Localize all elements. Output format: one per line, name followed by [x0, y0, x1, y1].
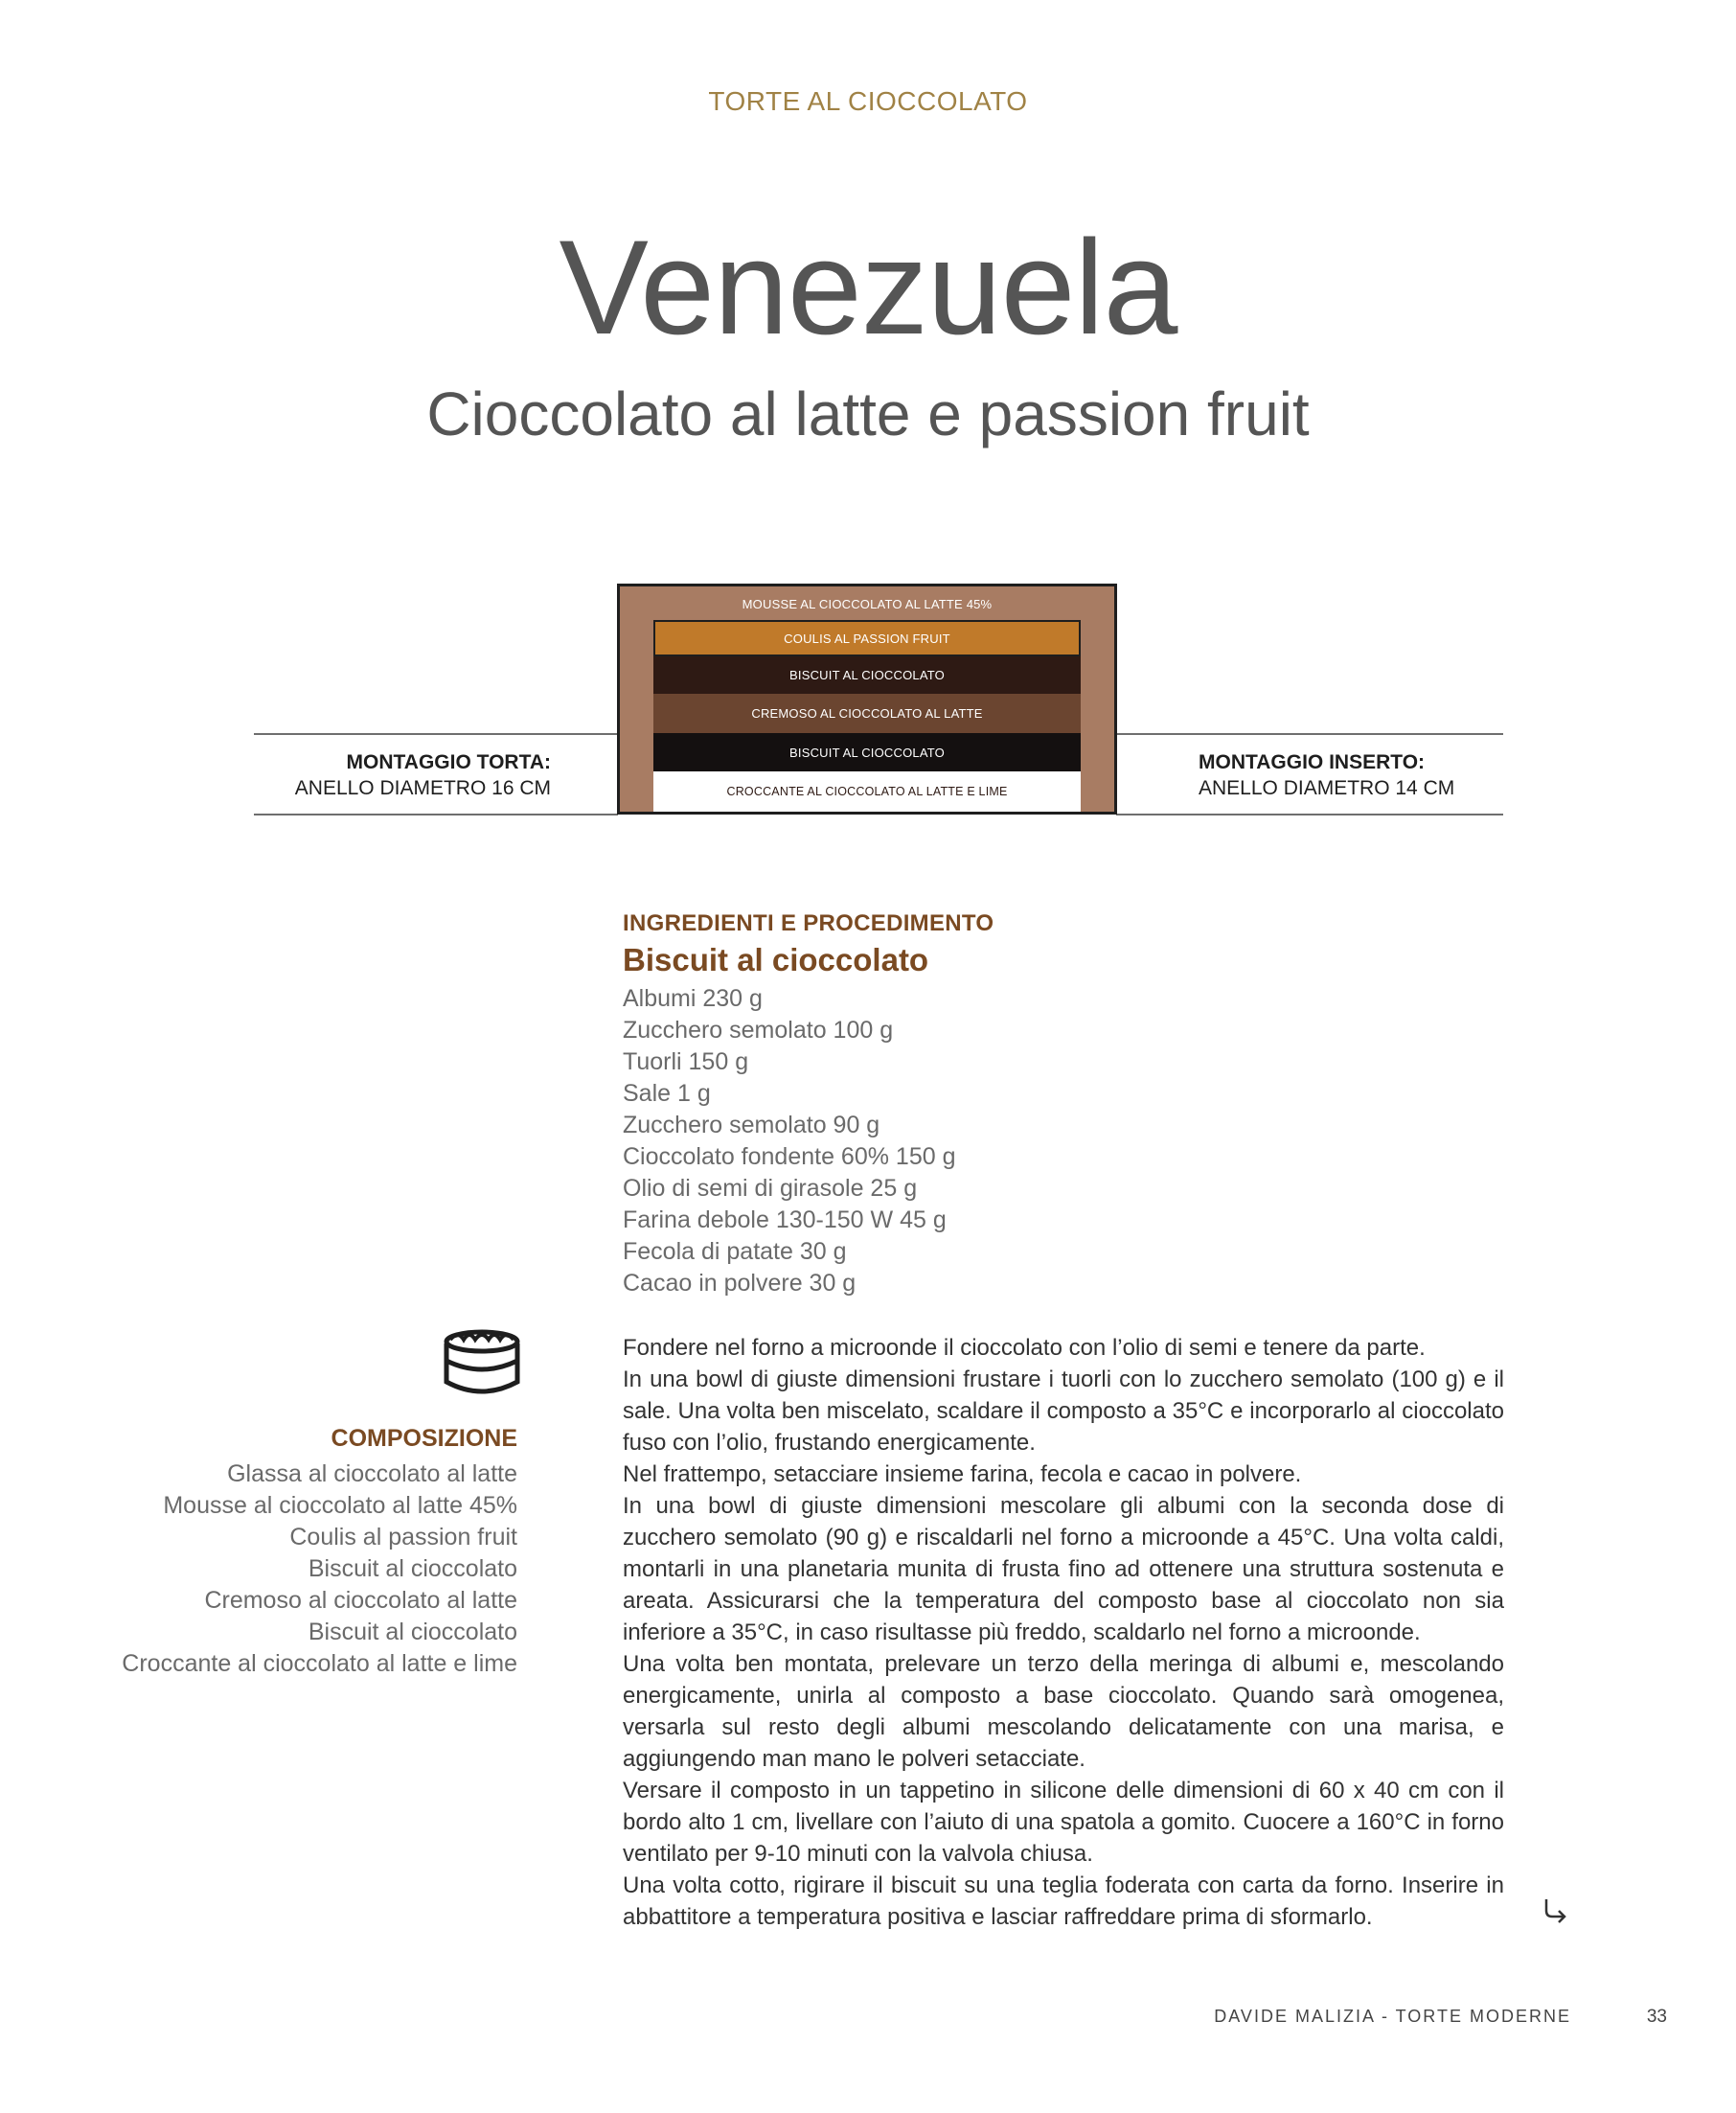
list-item: Fecola di patate 30 g: [623, 1238, 847, 1265]
list-item: Cremoso al cioccolato al latte: [204, 1587, 517, 1614]
procedure-paragraph: Una volta cotto, rigirare il biscuit su una teglia foderata con carta da forno. Inserire in abbattitore a temperatura positiva e lasciar raffreddare prima di sformarlo.: [623, 1872, 1504, 1930]
layer-biscuit-bottom: BISCUIT AL CIOCCOLATO: [653, 733, 1081, 771]
composition-heading: COMPOSIZIONE: [331, 1425, 517, 1452]
recipe-title: Venezuela: [559, 212, 1177, 362]
montaggio-inserto-label: MONTAGGIO INSERTO:: [1199, 751, 1426, 773]
composition-list: [57, 1458, 517, 1680]
montaggio-inserto-value: ANELLO DIAMETRO 14 CM: [1199, 777, 1455, 799]
montaggio-inserto: [1199, 749, 1505, 801]
list-item: Sale 1 g: [623, 1080, 711, 1107]
divider-line-right-bottom: [1116, 814, 1503, 815]
list-item: Zucchero semolato 90 g: [623, 1112, 880, 1138]
layer-croccante: CROCCANTE AL CIOCCOLATO AL LATTE E LIME: [653, 771, 1081, 812]
list-item: Croccante al cioccolato al latte e lime: [122, 1650, 517, 1677]
recipe-subtitle: Cioccolato al latte e passion fruit: [426, 379, 1310, 448]
footer-book-title: DAVIDE MALIZIA - TORTE MODERNE: [1214, 2007, 1571, 2026]
page-number: 33: [1646, 2007, 1667, 2027]
montaggio-torta-label: MONTAGGIO TORTA:: [346, 751, 551, 773]
recipe-component-title: Biscuit al cioccolato: [623, 942, 929, 977]
procedure-paragraph: In una bowl di giuste dimensioni frustare i tuorli con lo zucchero semolato (100 g) e il sale. Una volta ben miscelato, scaldare il composto a 35°C e incorporarlo al cioccolato fuso con l’olio, frustando energicamente.: [623, 1367, 1504, 1456]
procedure-paragraph: In una bowl di giuste dimensioni mescolare gli albumi con la seconda dose di zucchero semolato (90 g) e riscaldarli nel forno a microonde a 45°C. Una volta caldi, montarli in una planetaria munita di frusta fino ad ottenere una struttura sostenuta e areata. Assicurarsi che la temperatura del composto base al cioccolato non sia inferiore a 35°C, in caso risultasse più freddo, scaldarlo nel forno a microonde.: [623, 1493, 1504, 1645]
list-item: Albumi 230 g: [623, 985, 763, 1012]
divider-line-right-top: [1116, 733, 1503, 735]
procedure-text: [623, 1332, 1504, 1933]
procedure-paragraph: Fondere nel forno a microonde il cioccolato con l’olio di semi e tenere da parte.: [623, 1335, 1426, 1361]
list-item: Biscuit al cioccolato: [308, 1619, 517, 1645]
divider-line-left-top: [254, 733, 618, 735]
montaggio-torta-value: ANELLO DIAMETRO 16 CM: [294, 777, 551, 799]
layer-coulis: COULIS AL PASSION FRUIT: [653, 620, 1081, 656]
layer-cremoso: CREMOSO AL CIOCCOLATO AL LATTE: [653, 694, 1081, 733]
list-item: Glassa al cioccolato al latte: [227, 1460, 517, 1487]
list-item: Cacao in polvere 30 g: [623, 1270, 857, 1297]
ingredients-heading: INGREDIENTI E PROCEDIMENTO: [623, 910, 994, 936]
list-item: Coulis al passion fruit: [289, 1524, 517, 1550]
cake-cross-section: [617, 584, 1117, 815]
cake-icon: [439, 1328, 525, 1397]
ingredient-list: [623, 983, 955, 1299]
procedure-paragraph: Versare il composto in un tappetino in silicone delle dimensioni di 60 x 40 cm con il bordo alto 1 cm, livellare con l’aiuto di una spatola a gomito. Cuocere a 160°C in forno ventilato per 9-10 minuti con la valvola chiusa.: [623, 1778, 1504, 1867]
procedure-paragraph: Una volta ben montata, prelevare un terzo della meringa di albumi e, mescolando energicamente, unirla al composto a base cioccolato. Quando sarà omogenea, versarla sul resto degli albumi mescolando delicatamente con una marisa, e aggiungendo man mano le polveri setacciate.: [623, 1651, 1504, 1772]
list-item: Tuorli 150 g: [623, 1048, 749, 1075]
section-label: TORTE AL CIOCCOLATO: [708, 86, 1028, 116]
list-item: Zucchero semolato 100 g: [623, 1017, 894, 1044]
procedure-paragraph: Nel frattempo, setacciare insieme farina, fecola e cacao in polvere.: [623, 1461, 1302, 1487]
divider-line-left-bottom: [254, 814, 618, 815]
list-item: Biscuit al cioccolato: [308, 1555, 517, 1582]
turn-arrow-icon: [1541, 1895, 1569, 1924]
list-item: Cioccolato fondente 60% 150 g: [623, 1143, 956, 1170]
list-item: Farina debole 130-150 W 45 g: [623, 1206, 947, 1233]
montaggio-torta: [254, 749, 551, 801]
layer-mousse: MOUSSE AL CIOCCOLATO AL LATTE 45%: [620, 586, 1114, 621]
list-item: Mousse al cioccolato al latte 45%: [163, 1492, 517, 1519]
layer-biscuit-top: BISCUIT AL CIOCCOLATO: [653, 656, 1081, 694]
list-item: Olio di semi di girasole 25 g: [623, 1175, 918, 1202]
